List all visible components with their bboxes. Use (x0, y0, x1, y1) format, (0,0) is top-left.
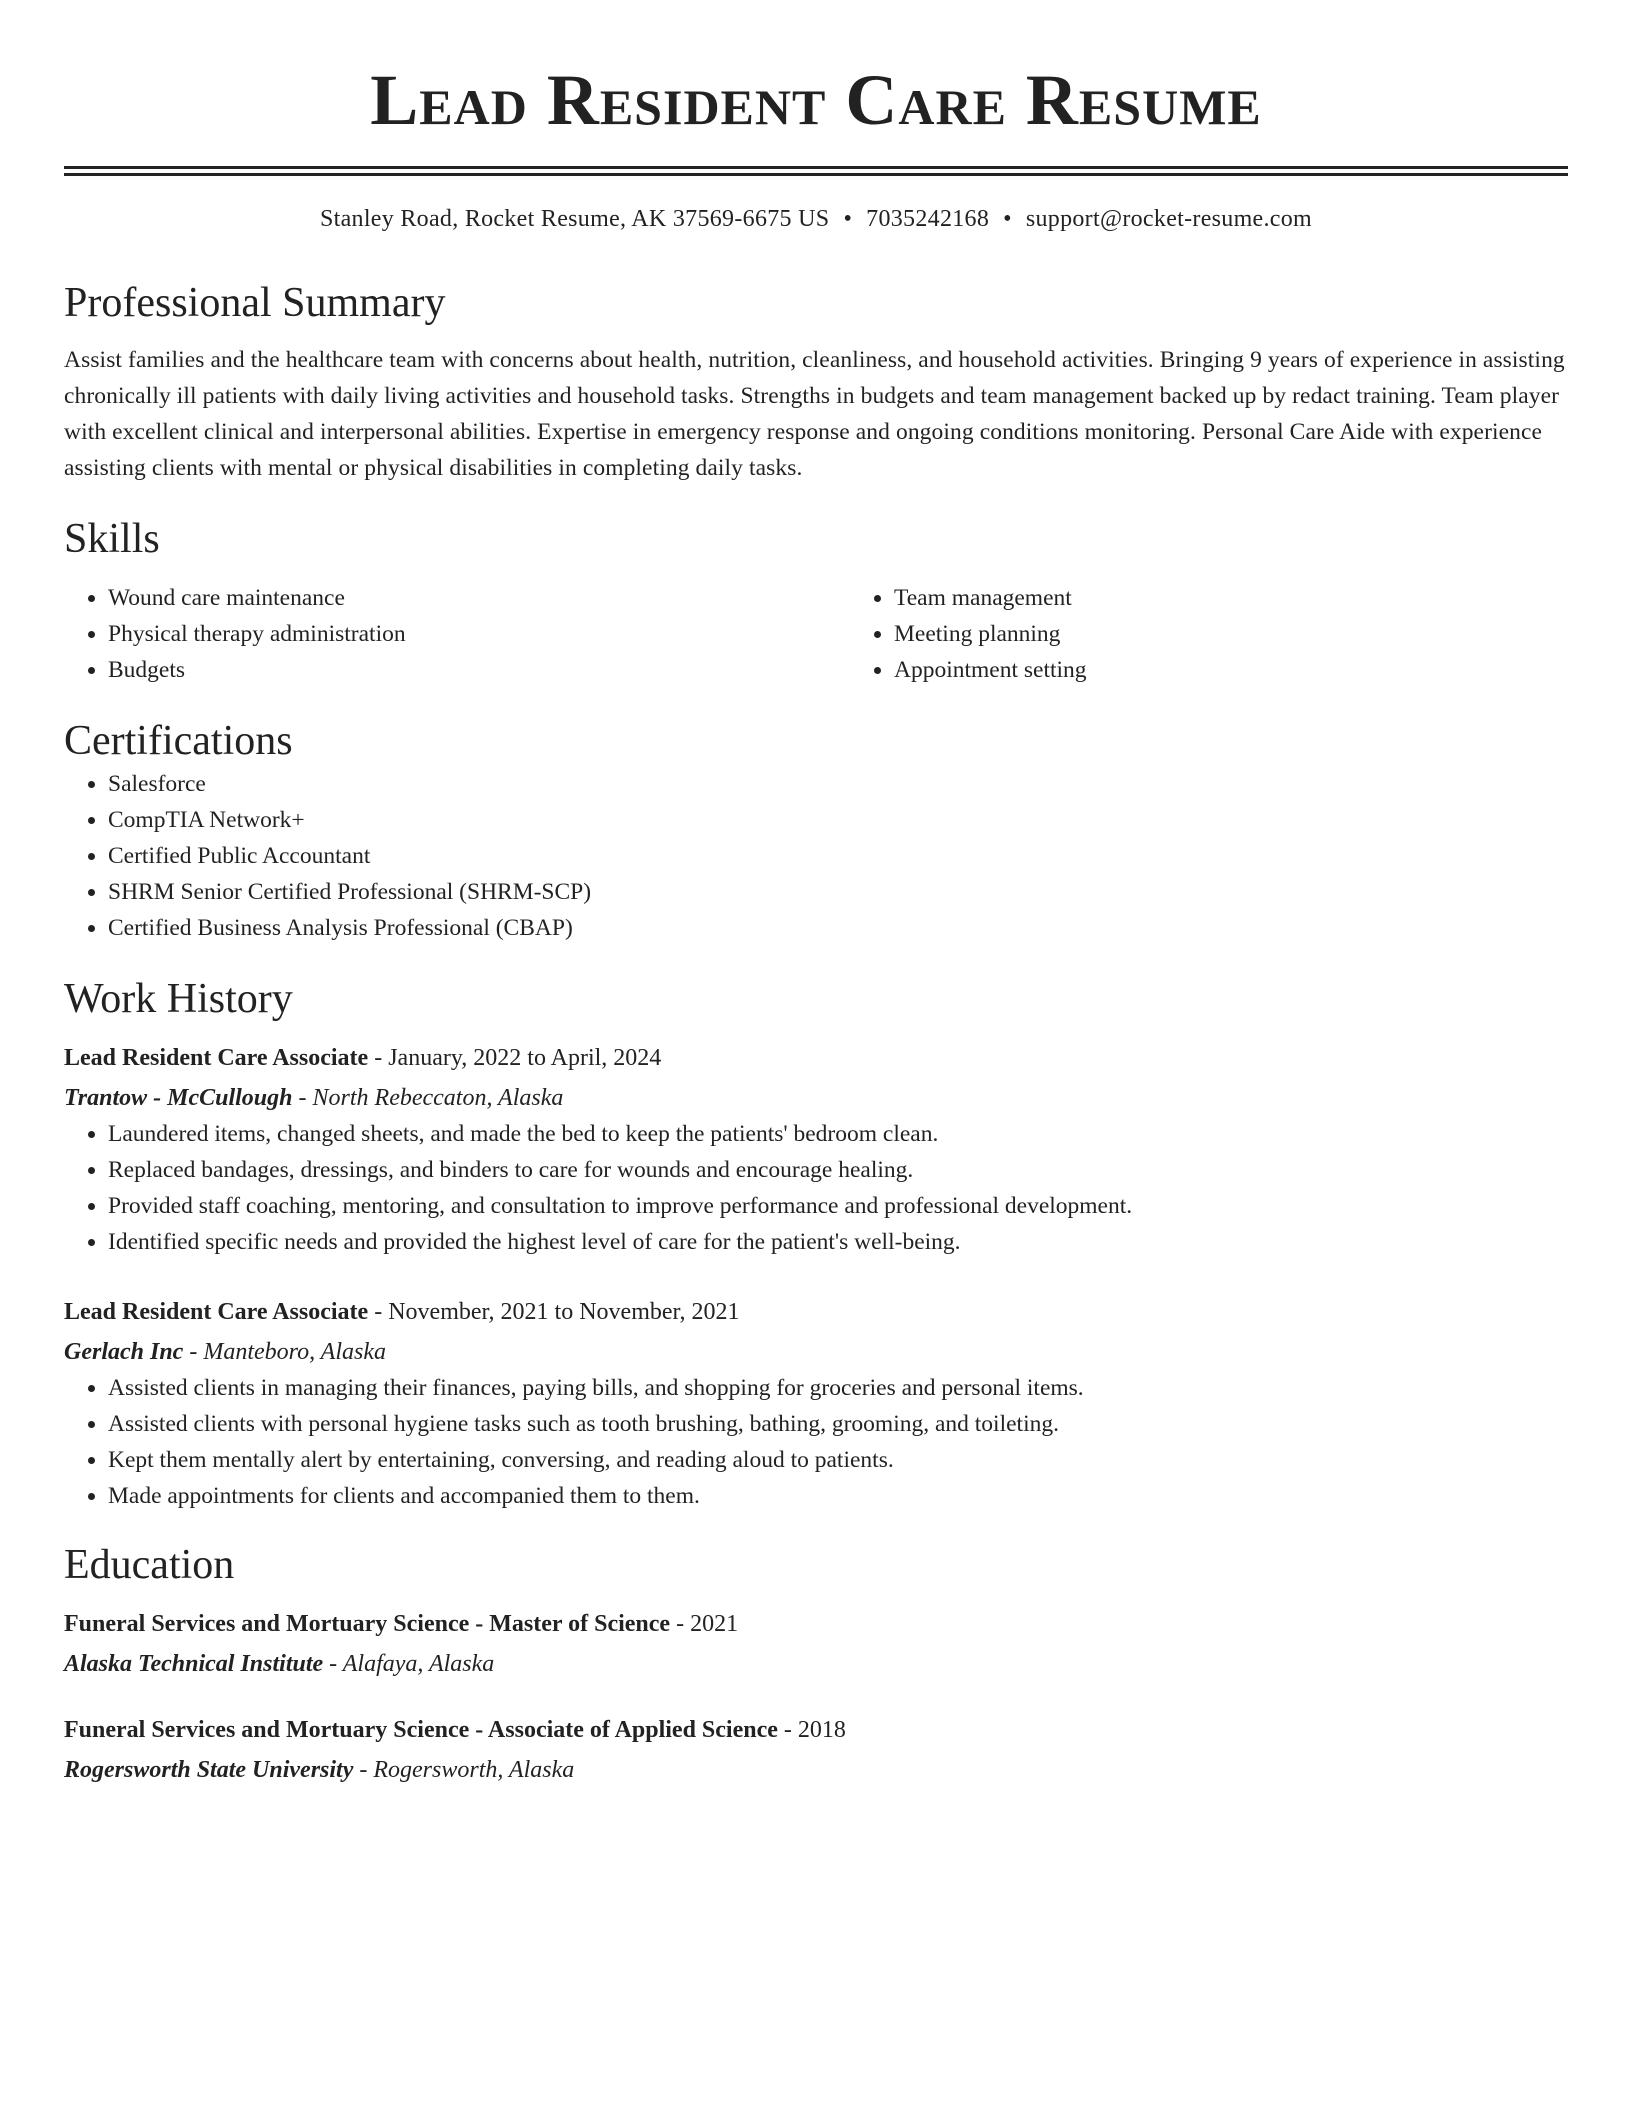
skills-columns (64, 580, 1568, 688)
job-company: Trantow - McCullough (64, 1085, 293, 1111)
skill-item: • Wound care maintenance (108, 580, 850, 616)
skill-item: • Meeting planning (894, 616, 1632, 652)
education-school: Alaska Technical Institute (64, 1651, 324, 1677)
education-school: Rogersworth State University (64, 1757, 354, 1783)
job-entry (64, 1040, 1568, 1260)
job-title: Lead Resident Care Associate (64, 1045, 369, 1071)
education-entry (64, 1712, 1568, 1788)
job-duty: • Laundered items, changed sheets, and made the bed to keep the patients' bedroom clean. (108, 1116, 1568, 1152)
job-duty: • Assisted clients in managing their finances, paying bills, and shopping for groceries and personal items. (108, 1370, 1568, 1406)
contact-line (64, 202, 1568, 236)
summary-text: Assist families and the healthcare team with concerns about health, nutrition, cleanliness, and household activities. Bringing 9 years of experience in assisting chronically ill patients with daily living activities and household tasks. Strengths in budgets and team management backed up by redact training. Team player with excellent clinical and interpersonal abilities. Expertise in emergency response and ongoing conditions monitoring. Personal Care Aide with experience assisting clients with mental or physical disabilities in completing daily tasks. (64, 347, 1565, 481)
job-duty: • Identified specific needs and provided the highest level of care for the patient's well-being. (108, 1224, 1568, 1260)
job-duty: • Kept them mentally alert by entertaining, conversing, and reading aloud to patients. (108, 1442, 1568, 1478)
dash-separator: - (292, 1085, 313, 1111)
contact-phone: 7035242168 (866, 206, 990, 232)
certification-item: • Salesforce (108, 766, 1568, 802)
education-year: 2018 (797, 1717, 846, 1743)
contact-address: Stanley Road, Rocket Resume, AK 37569-6675 US (319, 206, 830, 232)
certifications-list (64, 766, 1568, 946)
skill-item: • Physical therapy administration (108, 616, 850, 652)
education-location: Rogersworth, Alaska (373, 1757, 575, 1783)
skills-right-list (850, 580, 1632, 688)
dash-separator: - (183, 1339, 204, 1365)
education-year: 2021 (690, 1611, 739, 1637)
education-school-line (64, 1646, 1568, 1682)
education-degree: Funeral Services and Mortuary Science - Associate of Applied Science (64, 1717, 778, 1743)
job-duties-list (64, 1370, 1568, 1514)
contact-email: support@rocket-resume.com (1025, 206, 1313, 232)
skill-item: • Appointment setting (894, 652, 1632, 688)
education-header (64, 1606, 1568, 1642)
job-location: Manteboro, Alaska (203, 1339, 386, 1365)
summary-heading: Professional Summary (64, 280, 446, 326)
job-dates: November, 2021 to November, 2021 (388, 1299, 740, 1325)
skills-heading: Skills (64, 516, 160, 562)
education-degree: Funeral Services and Mortuary Science - Master of Science (64, 1611, 671, 1637)
dash-separator: - (368, 1299, 389, 1325)
job-header (64, 1040, 1568, 1076)
job-company-line (64, 1080, 1568, 1116)
job-entry (64, 1294, 1568, 1514)
job-company: Gerlach Inc (64, 1339, 184, 1365)
job-duties-list (64, 1116, 1568, 1260)
certification-item: • CompTIA Network+ (108, 802, 1568, 838)
job-location: North Rebeccaton, Alaska (312, 1085, 564, 1111)
education-heading: Education (64, 1542, 235, 1588)
job-title: Lead Resident Care Associate (64, 1299, 369, 1325)
job-duty: • Assisted clients with personal hygiene tasks such as tooth brushing, bathing, grooming, and toileting. (108, 1406, 1568, 1442)
dash-separator: - (323, 1651, 343, 1677)
job-duty: • Replaced bandages, dressings, and binders to care for wounds and encourage healing. (108, 1152, 1568, 1188)
skill-item: • Budgets (108, 652, 850, 688)
certification-item: • SHRM Senior Certified Professional (SHRM-SCP) (108, 874, 1568, 910)
certification-item: • Certified Public Accountant (108, 838, 1568, 874)
education-school-line (64, 1752, 1568, 1788)
job-dates: January, 2022 to April, 2024 (388, 1045, 662, 1071)
work-history-heading: Work History (64, 976, 293, 1022)
certification-item: • Certified Business Analysis Professional (CBAP) (108, 910, 1568, 946)
title-double-rule (64, 166, 1568, 176)
resume-title: Lead Resident Care Resume (370, 60, 1262, 140)
skill-item: • Team management (894, 580, 1632, 616)
education-entry (64, 1606, 1568, 1682)
education-header (64, 1712, 1568, 1748)
dash-separator: - (670, 1611, 691, 1637)
skills-left-list (64, 580, 850, 688)
education-location: Alafaya, Alaska (342, 1651, 495, 1677)
certifications-heading: Certifications (64, 718, 293, 764)
job-duty: • Made appointments for clients and accompanied them to them. (108, 1478, 1568, 1514)
dash-separator: - (353, 1757, 374, 1783)
contact-separator: • (1003, 206, 1012, 232)
contact-separator: • (843, 206, 853, 232)
dash-separator: - (368, 1045, 389, 1071)
dash-separator: - (777, 1717, 798, 1743)
job-header (64, 1294, 1568, 1330)
job-duty: • Provided staff coaching, mentoring, and consultation to improve performance and professional development. (108, 1188, 1568, 1224)
job-company-line (64, 1334, 1568, 1370)
